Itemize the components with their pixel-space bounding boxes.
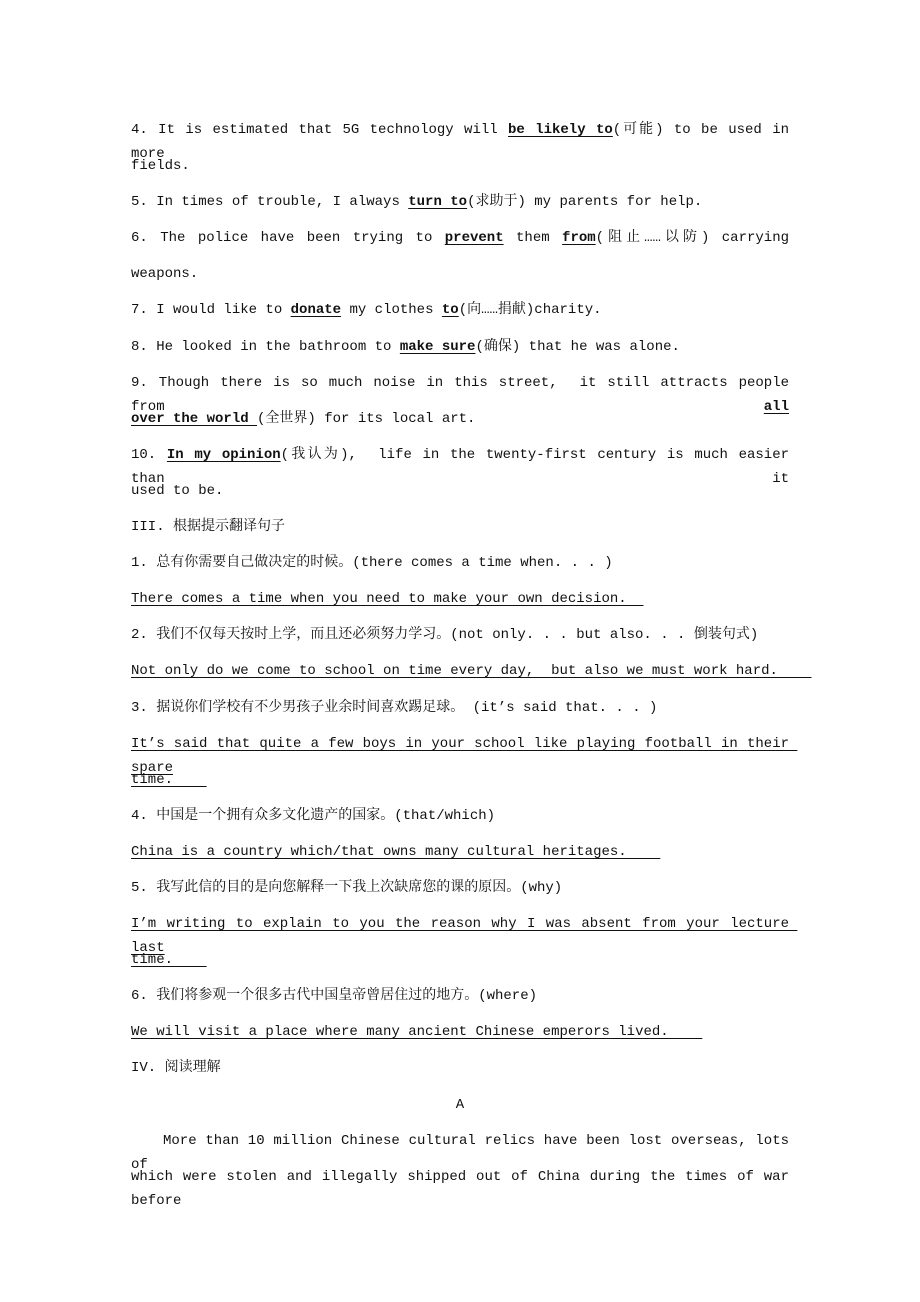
answer-text: donate — [290, 302, 342, 319]
answer-text: make sure — [399, 338, 476, 355]
answer-text: It’s said that quite a few boys in your school like playing football in their spare — [131, 735, 798, 776]
text-line — [131, 118, 798, 162]
text-line — [131, 840, 789, 876]
text-segment: 8. He looked in the bathroom to — [131, 338, 400, 355]
text-line — [131, 659, 812, 695]
text-segment: weapons. — [131, 266, 199, 283]
text-segment: IV. 阅读理解 — [131, 1060, 221, 1077]
text-line — [131, 298, 789, 334]
document-page — [131, 118, 812, 1209]
text-segment: A — [455, 1096, 465, 1113]
text-segment: 7. I would like to — [131, 302, 291, 319]
text-segment: III. 根据提示翻译句子 — [131, 519, 286, 536]
text-segment: 10. — [131, 446, 167, 463]
text-line — [131, 1056, 789, 1092]
text-line — [131, 190, 789, 226]
answer-text: over the world — [131, 410, 258, 427]
answer-text: time. — [131, 771, 207, 788]
text-line — [131, 732, 798, 776]
text-line — [131, 804, 789, 840]
text-segment: which were stolen and illegally shipped out of China during the times of war before — [131, 1168, 798, 1209]
text-line — [131, 226, 789, 262]
text-line — [131, 1165, 798, 1209]
text-line — [131, 371, 798, 415]
text-segment: 1. 总有你需要自己做决定的时候。(there comes a time when. . . ) — [131, 555, 613, 572]
text-line — [131, 335, 789, 371]
text-segment: 6. 我们将参观一个很多古代中国皇帝曾居住过的地方。(where) — [131, 988, 538, 1005]
answer-text: prevent — [444, 230, 504, 247]
answer-text: We will visit a place where many ancient Chinese emperors lived. — [131, 1024, 703, 1041]
answer-text: to — [441, 302, 459, 319]
answer-text: China is a country which/that owns many cultural heritages. — [131, 843, 661, 860]
text-segment: 6. The police have been trying to — [131, 230, 445, 247]
answer-text: turn to — [408, 194, 468, 211]
text-segment: 5. In times of trouble, I always — [131, 194, 409, 211]
text-line — [131, 1093, 789, 1129]
answer-text: I’m writing to explain to you the reason why I was absent from your lecture last — [131, 916, 798, 957]
text-line — [131, 912, 798, 957]
text-segment: (全世界) for its local art. — [257, 410, 476, 427]
text-segment: 5. 我写此信的目的是向您解释一下我上次缺席您的课的原因。(why) — [131, 879, 563, 896]
text-line — [131, 984, 789, 1020]
text-segment: (确保) that he was alone. — [475, 338, 680, 355]
text-line — [131, 443, 798, 487]
answer-text: be likely to — [508, 122, 613, 138]
text-line — [131, 948, 789, 984]
text-line — [131, 1129, 798, 1173]
text-segment: 3. 据说你们学校有不少男孩子业余时间喜欢踢足球。 (it’s said that. . . ) — [131, 699, 658, 716]
answer-text: In my opinion — [166, 446, 281, 463]
answer-text: all — [763, 398, 789, 415]
text-segment: 9. Though there is so much noise in this street, it still attracts people from — [131, 374, 798, 415]
answer-text: time. — [131, 952, 207, 969]
text-segment: fields. — [131, 158, 190, 175]
text-segment: 4. 中国是一个拥有众多文化遗产的国家。(that/which) — [131, 807, 496, 824]
text-segment: (向……捐献)charity. — [458, 302, 602, 319]
answer-text: Not only do we come to school on time every day, but also we must work hard. — [131, 663, 812, 680]
answer-text: There comes a time when you need to make your own decision. — [131, 591, 644, 608]
text-line — [131, 515, 789, 551]
text-line — [131, 876, 789, 912]
text-segment: my clothes — [341, 302, 442, 319]
text-line — [131, 587, 789, 623]
text-line — [131, 154, 789, 190]
text-segment: More than 10 million Chinese cultural relics have been lost overseas, lots of — [131, 1132, 798, 1173]
text-segment: 2. 我们不仅每天按时上学，而且还必须努力学习。(not only. . . but also. . . 倒装句式) — [131, 627, 759, 644]
text-segment: (我认为), life in the twenty-first century is much easier than it — [131, 446, 798, 487]
text-segment: used to be. — [131, 482, 224, 499]
text-line — [131, 768, 789, 804]
text-segment: (可能) to be used in more — [131, 122, 798, 162]
text-segment: 4. It is estimated that 5G technology will — [131, 122, 509, 138]
text-line — [131, 551, 789, 587]
text-segment: (阻止……以防) carrying — [595, 230, 789, 247]
text-segment: them — [503, 230, 563, 247]
text-line — [131, 696, 789, 732]
text-segment: (求助于) my parents for help. — [467, 194, 703, 211]
answer-text: from — [562, 230, 596, 247]
text-line — [131, 262, 789, 298]
text-line — [131, 1020, 789, 1056]
text-line — [131, 623, 789, 659]
